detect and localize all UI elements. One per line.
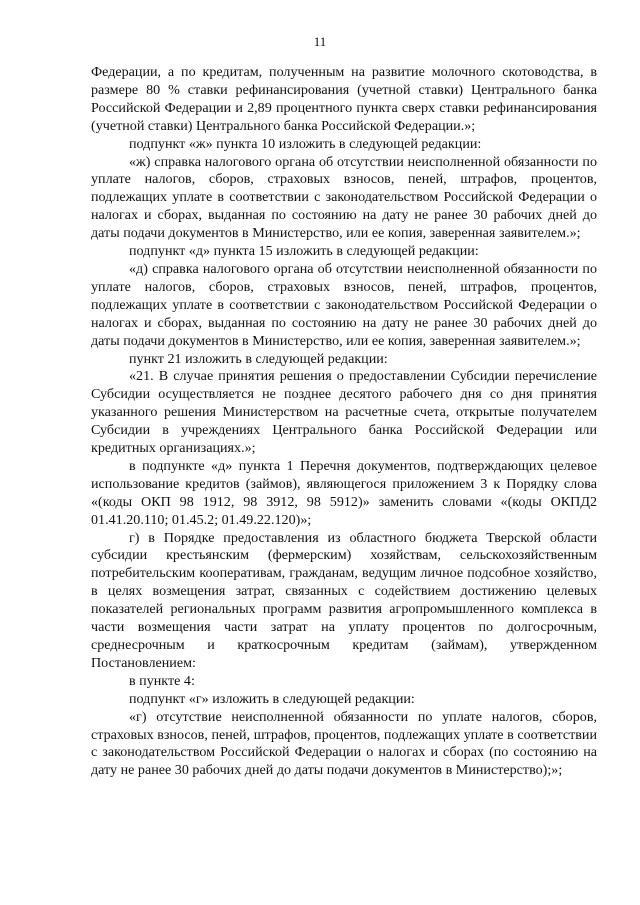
page-number: 11 xyxy=(313,34,327,49)
paragraph: «д) справка налогового органа об отсутствии неисполненной обязанности по уплате налогов, сборов, страховых взносов, пеней, штрафов, процентов, подлежащих уплате в соответствии с законодательством Российской Федерации о налогах и сборах, выданная по состоянию на дату не ранее 30 рабочих дней до даты подачи документов в Министерство, или ее копия, заверенная заявителем.»; xyxy=(91,260,597,349)
paragraph: Федерации, а по кредитам, полученным на развитие молочного скотоводства, в размере 80 % ставки рефинансирования (учетной ставки) Центрального банка Российской Федерации и 2,89 процентного пункта сверх ставки рефинансирования (учетной ставки) Центрального банка Российской Федерации.»; xyxy=(91,64,597,134)
paragraph: «г) отсутствие неисполненной обязанности по уплате налогов, сборов, страховых взносов, пеней, штрафов, процентов, подлежащих уплате в соответствии с законодательством Российской Федерации о налогах и сборах (по состоянию на дату не ранее 30 рабочих дней до даты подачи документов в Министерство);»; xyxy=(91,708,597,779)
paragraph: подпункт «д» пункта 15 изложить в следующей редакции: xyxy=(129,243,479,260)
paragraph: в пункте 4: xyxy=(129,672,195,689)
paragraph: «ж) справка налогового органа об отсутствии неисполненной обязанности по уплате налогов, сборов, страховых взносов, пеней, штрафов, процентов, подлежащих уплате в соответствии с законодательством Российской Федерации о налогах и сборах, выданная по состоянию на дату не ранее 30 рабочих дней до даты подачи документов в Министерство, или ее копия, заверенная заявителем.»; xyxy=(91,153,597,242)
paragraph: подпункт «ж» пункта 10 изложить в следующей редакции: xyxy=(129,135,482,152)
paragraph: г) в Порядке предоставления из областного бюджета Тверской области субсидии крестьянским (фермерским) хозяйствам, сельскохозяйственным потребительским кооперативам, гражданам, ведущим личное подсобное хозяйство, в целях возмещения затрат, связанных с содействием достижению целевых показателей региональных программ развития агропромышленного комплекса в части возмещения части затрат на уплату процентов по долгосрочным, среднесрочным и краткосрочным кредитам (займам), утвержденном Постановлением: xyxy=(91,529,597,671)
paragraph: подпункт «г» изложить в следующей редакции: xyxy=(129,690,415,707)
paragraph: «21. В случае принятия решения о предоставлении Субсидии перечисление Субсидии осуществляется не позднее десятого рабочего дня со дня принятия указанного решения Министерством на расчетные счета, открытые получателем Субсидии в учреждениях Центрального банка Российской Федерации или кредитных организациях.»; xyxy=(91,368,597,457)
paragraph: в подпункте «д» пункта 1 Перечня документов, подтверждающих целевое использование кредитов (займов), являющегося приложением 3 к Порядку слова «(коды ОКП 98 1912, 98 3912, 98 5912)» заменить словами «(коды ОКПД2 01.41.20.110; 01.45.2; 01.49.22.120)»; xyxy=(91,457,597,528)
document-body xyxy=(91,64,597,780)
paragraph: пункт 21 изложить в следующей редакции: xyxy=(129,350,388,367)
